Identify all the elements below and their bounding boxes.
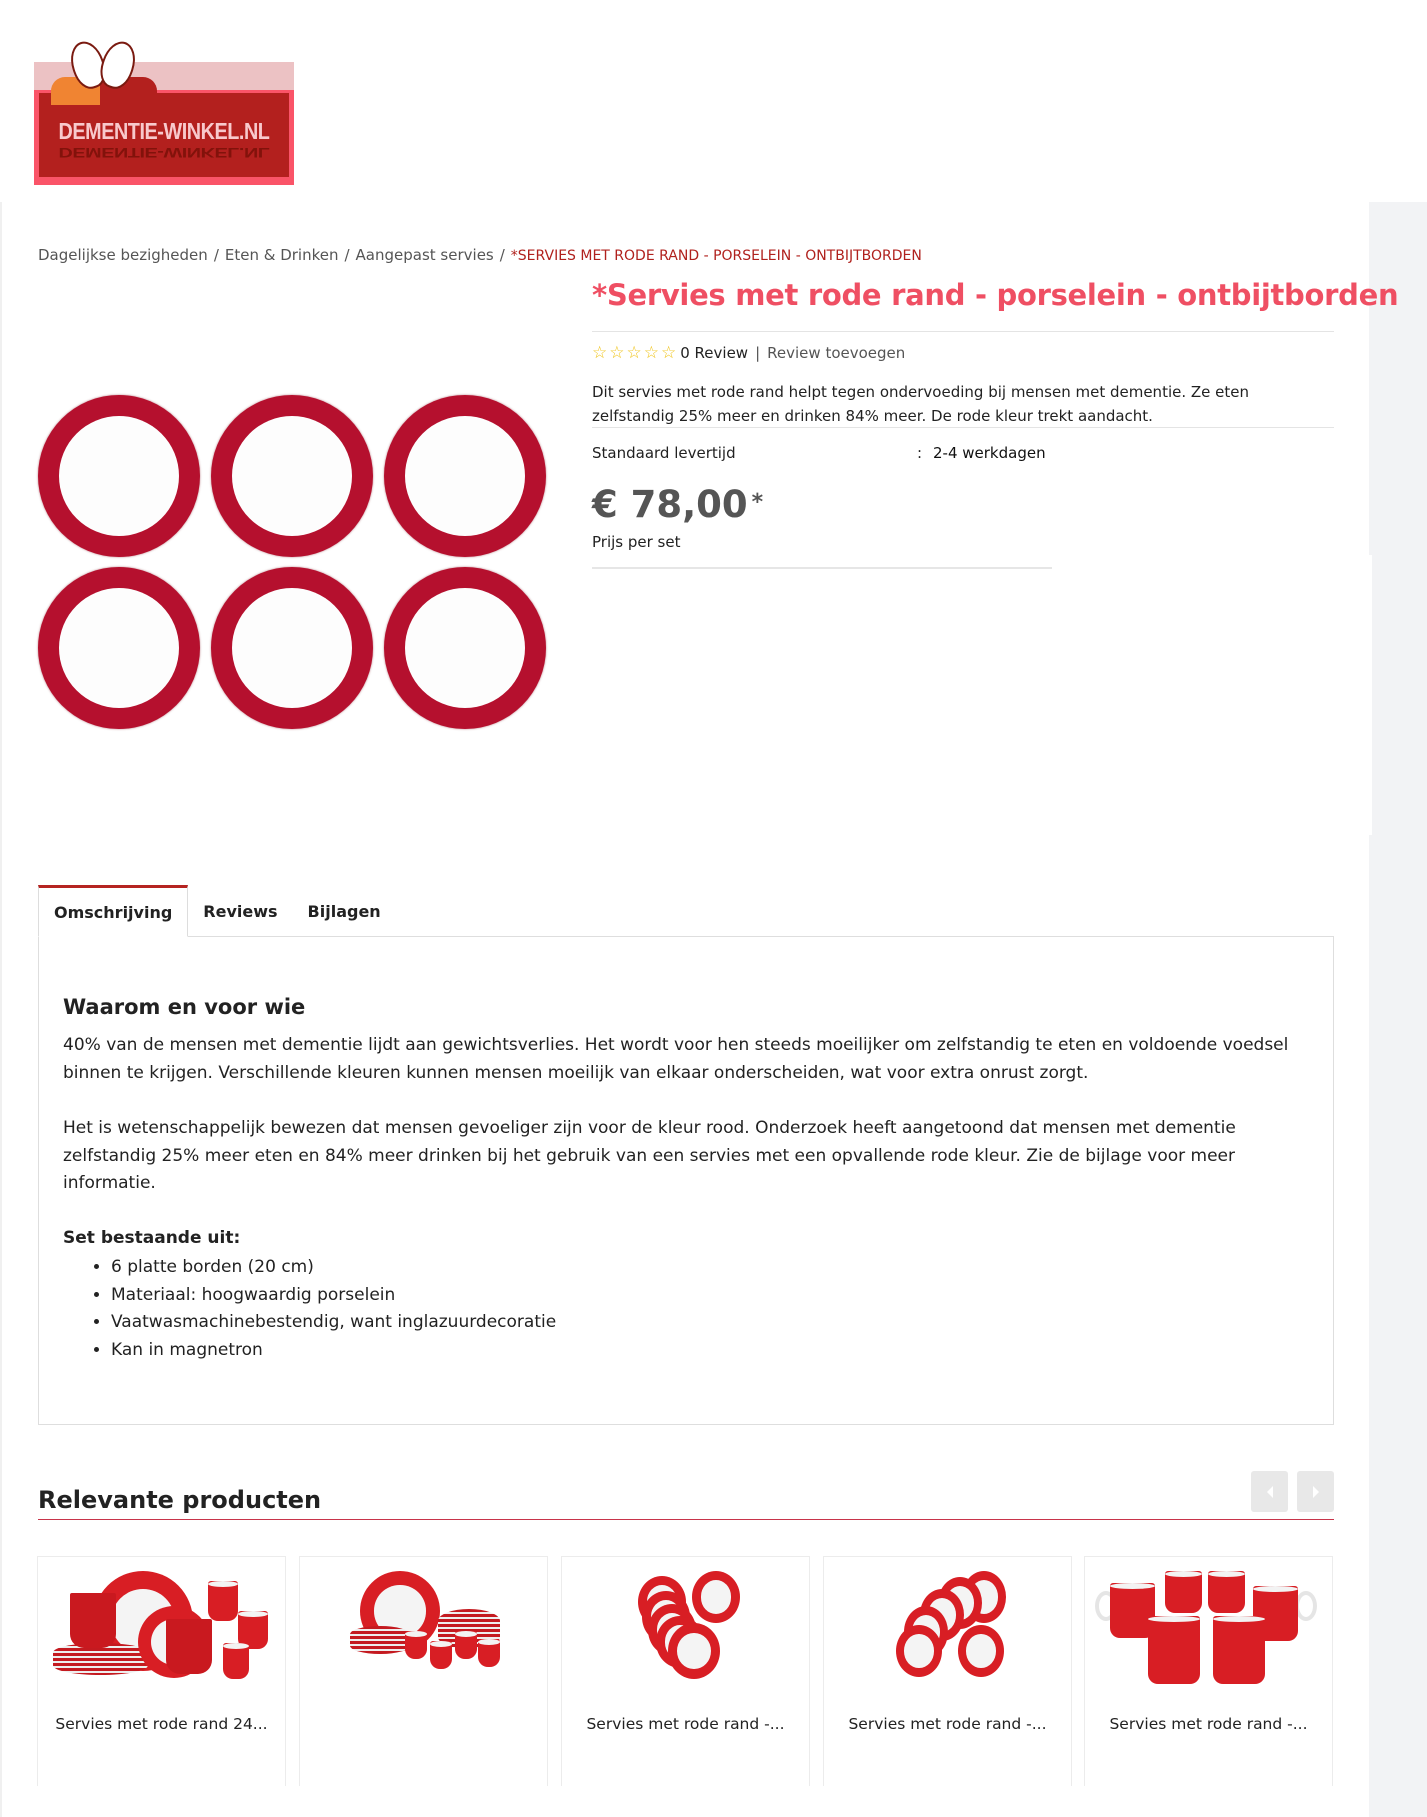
- right-sidebar-notch: [1369, 555, 1372, 835]
- price-footnote-marker: *: [751, 490, 764, 515]
- mug-thumbnail: [1208, 1571, 1245, 1613]
- site-header: [0, 0, 1427, 202]
- related-products-title: Relevante producten: [38, 1486, 322, 1514]
- star-empty-icon: ☆: [643, 342, 659, 363]
- plate-thumbnail: [668, 1623, 720, 1679]
- breadcrumb-separator: /: [213, 246, 219, 264]
- divider: [592, 567, 1052, 569]
- mug-handle: [1295, 1591, 1317, 1621]
- delivery-time-colon: :: [917, 444, 923, 462]
- mug-thumbnail: [1148, 1616, 1200, 1684]
- logo-text-reflection: DEMENTIE-WINKEL.NL: [58, 145, 270, 161]
- price-value: € 78,00: [592, 483, 748, 526]
- plate-stack-thumbnail: [350, 1626, 410, 1654]
- product-thumbnail: [48, 1571, 275, 1686]
- related-product-name: Servies met rode rand -...: [586, 1715, 785, 1733]
- bowl-thumbnail: [70, 1593, 116, 1648]
- related-product-name: Servies met rode rand 24...: [55, 1715, 268, 1733]
- set-contents-heading: Set bestaande uit:: [63, 1228, 241, 1248]
- product-tabs: [38, 885, 396, 937]
- review-count-link[interactable]: 0 Review: [680, 344, 749, 362]
- cup-thumbnail: [478, 1639, 500, 1667]
- carousel-prev-button[interactable]: [1251, 1471, 1288, 1512]
- add-review-link[interactable]: Review toevoegen: [767, 344, 906, 362]
- set-contents-list: [111, 1254, 556, 1364]
- mug-thumbnail: [1213, 1616, 1265, 1684]
- mug-thumbnail: [208, 1581, 238, 1621]
- delivery-time-value: 2-4 werkdagen: [933, 444, 1046, 462]
- price-unit: Prijs per set: [592, 533, 681, 551]
- site-logo[interactable]: [34, 35, 294, 185]
- plate-image: [384, 395, 546, 557]
- product-thumbnail: [1095, 1571, 1322, 1686]
- plate-image: [38, 395, 200, 557]
- star-empty-icon: ☆: [609, 342, 625, 363]
- caret-left-icon: [1267, 1486, 1273, 1498]
- related-product-card[interactable]: [823, 1556, 1072, 1786]
- logo-text: DEMENTIE-WINKEL.NL: [58, 118, 270, 144]
- plate-thumbnail: [896, 1625, 942, 1677]
- set-contents-item: • Kan in magnetron: [111, 1337, 556, 1365]
- plate-image: [211, 567, 373, 729]
- product-title: *Servies met rode rand - porselein - ontbijtborden: [592, 278, 1399, 312]
- product-rating: [592, 344, 905, 362]
- product-image[interactable]: [38, 395, 546, 735]
- carousel-next-button[interactable]: [1297, 1471, 1334, 1512]
- tab-reviews[interactable]: Reviews: [203, 901, 278, 921]
- delivery-time-label: Standaard levertijd: [592, 444, 736, 462]
- related-product-card[interactable]: [37, 1556, 286, 1786]
- set-contents-item: • 6 platte borden (20 cm): [111, 1254, 556, 1282]
- description-heading: Waarom en voor wie: [63, 995, 306, 1019]
- related-product-name: Servies met rode rand -...: [1109, 1715, 1308, 1733]
- breadcrumb-item-dagelijkse-bezigheden[interactable]: Dagelijkse bezigheden: [38, 246, 208, 264]
- product-thumbnail: [834, 1571, 1061, 1686]
- product-price: [592, 483, 763, 526]
- star-empty-icon: ☆: [661, 342, 677, 363]
- tab-omschrijving[interactable]: Omschrijving: [38, 885, 188, 937]
- related-products-divider: [38, 1519, 1334, 1520]
- plate-thumbnail: [958, 1625, 1004, 1677]
- cup-thumbnail: [455, 1631, 477, 1659]
- breadcrumb: [38, 246, 922, 264]
- right-sidebar-background: [1369, 202, 1427, 1817]
- divider: [592, 427, 1334, 428]
- cup-thumbnail: [430, 1641, 452, 1669]
- breadcrumb-item-eten-drinken[interactable]: Eten & Drinken: [224, 246, 339, 264]
- breadcrumb-separator: /: [499, 246, 505, 264]
- related-product-card[interactable]: [299, 1556, 548, 1786]
- bowl-thumbnail: [166, 1619, 212, 1674]
- plate-image: [38, 567, 200, 729]
- mug-thumbnail: [223, 1643, 249, 1679]
- review-separator: |: [755, 344, 761, 362]
- description-paragraph: Het is wetenschappelijk bewezen dat mensen gevoeliger zijn voor de kleur rood. Onderzoek heeft aangetoond dat mensen met dementie zelfstandig 25% meer eten en 84% meer drinken bij het gebruik van een servies met een opvallende rode kleur. Zie de bijlage voor meer informatie.: [63, 1118, 1236, 1193]
- product-short-description: Dit servies met rode rand helpt tegen ondervoeding bij mensen met dementie. Ze eten zelfstandig 25% meer en drinken 84% meer. De rode kleur trekt aandacht.: [592, 383, 1249, 425]
- related-product-card[interactable]: [1084, 1556, 1333, 1786]
- caret-right-icon: [1313, 1486, 1319, 1498]
- related-product-name: Servies met rode rand -...: [848, 1715, 1047, 1733]
- star-empty-icon: ☆: [592, 342, 608, 363]
- cup-thumbnail: [405, 1631, 427, 1659]
- star-empty-icon: ☆: [626, 342, 642, 363]
- breadcrumb-current: *SERVIES MET RODE RAND - PORSELEIN - ONTBIJTBORDEN: [510, 248, 922, 264]
- tab-bijlagen[interactable]: Bijlagen: [307, 901, 381, 921]
- rating-stars: [592, 342, 677, 363]
- plate-image: [211, 395, 373, 557]
- related-product-card[interactable]: [561, 1556, 810, 1786]
- product-thumbnail: [310, 1571, 537, 1686]
- divider: [592, 331, 1334, 332]
- product-thumbnail: [572, 1571, 799, 1686]
- breadcrumb-separator: /: [344, 246, 350, 264]
- set-contents-item: • Materiaal: hoogwaardig porselein: [111, 1282, 556, 1310]
- set-contents-item: • Vaatwasmachinebestendig, want inglazuurdecoratie: [111, 1309, 556, 1337]
- breadcrumb-item-aangepast-servies[interactable]: Aangepast servies: [355, 246, 494, 264]
- description-paragraph: 40% van de mensen met dementie lijdt aan gewichtsverlies. Het wordt voor hen steeds moeilijker om zelfstandig te eten en voldoende voedsel binnen te krijgen. Verschillende kleuren kunnen mensen moeilijk van elkaar onderscheiden, wat voor extra onrust zorgt.: [63, 1035, 1289, 1083]
- plate-image: [384, 567, 546, 729]
- content-left-border: [0, 202, 2, 1817]
- plate-thumbnail: [692, 1571, 740, 1623]
- mug-thumbnail: [1165, 1571, 1202, 1613]
- tab-panel-omschrijving: [38, 936, 1334, 1425]
